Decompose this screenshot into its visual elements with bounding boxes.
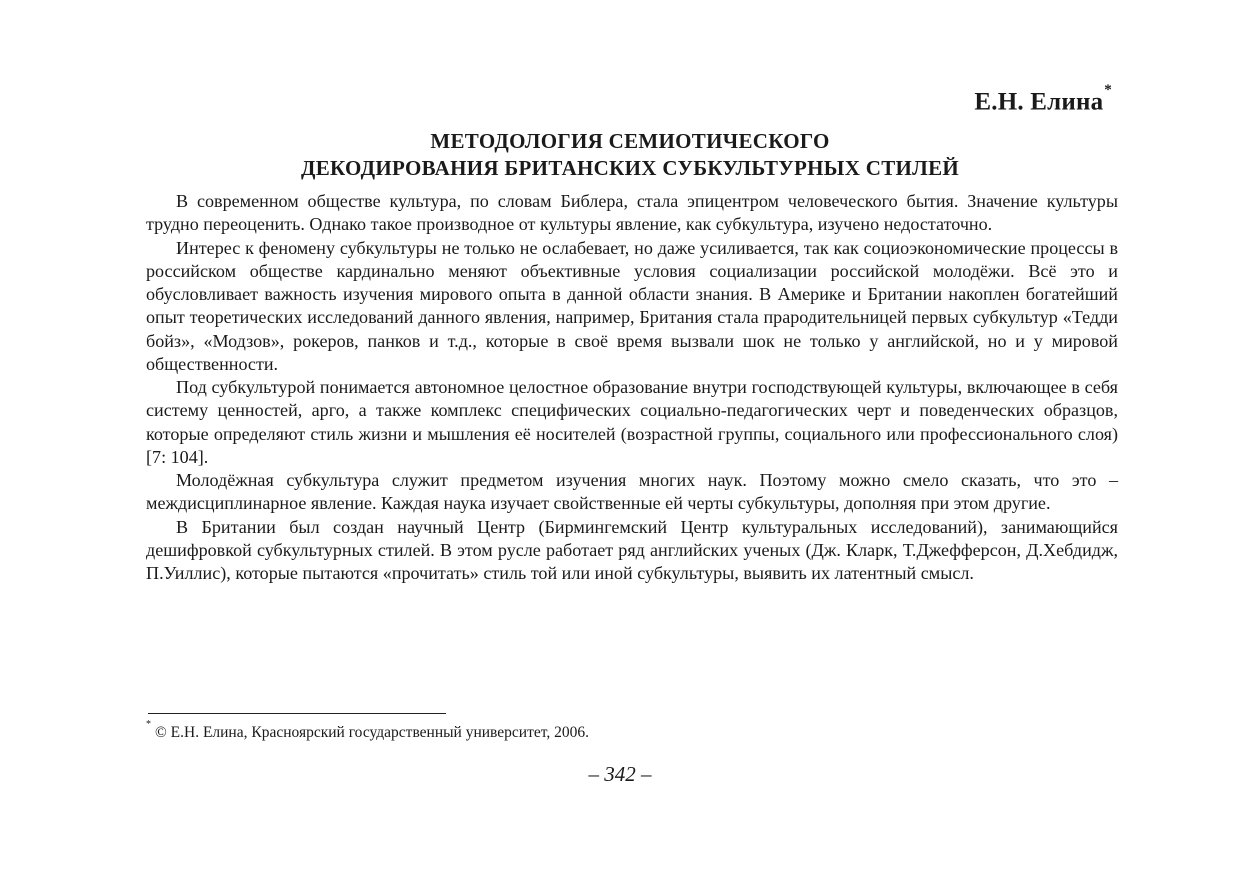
paragraph-2: Интерес к феномену субкультуры не только не ослабевает, но даже усиливается, так как социоэкономические процессы в российском обществе кардинально меняют объективные условия социализации российской молодёжи. Всё это и обусловливает важность изучения мирового опыта в данной области знания. В Америке и Британии накоплен богатейший опыт теоретических исследований данного явления, например, Британия стала прародительницей первых субкультур «Тедди бойз», «Модзов», рокеров, панков и т.д., которые в своё время вызвали шок не только у английской, но и у мировой общественности.	[146, 237, 1118, 374]
paragraph-3: Под субкультурой понимается автономное целостное образование внутри господствующей культуры, включающее в себя систему ценностей, арго, а также комплекс специфических социально-педагогических черт и поведенческих образцов, которые определяют стиль жизни и мышления её носителей (возрастной группы, социального или профессионального слоя) [7: 104].	[146, 377, 1118, 467]
footnote-text: © Е.Н. Елина, Красноярский государственный университет, 2006.	[155, 724, 589, 742]
article-title	[140, 128, 1120, 182]
article-body	[146, 190, 1118, 585]
footnote	[146, 719, 589, 742]
paragraph-5: В Британии был создан научный Центр (Бирмингемский Центр культуральных исследований), занимающийся дешифровкой субкультурных стилей. В этом русле работает ряд английских ученых (Дж. Кларк, Т.Джефферсон, Д.Хебдидж, П.Уиллис), которые пытаются «прочитать» стиль той или иной субкультуры, выявить их латентный смысл.	[146, 516, 1118, 583]
page-number: – 342 –	[588, 762, 652, 786]
author-name	[974, 82, 1112, 116]
title-line-2: ДЕКОДИРОВАНИЯ БРИТАНСКИХ СУБКУЛЬТУРНЫХ СТИЛЕЙ	[300, 156, 960, 180]
footnote-divider	[148, 713, 446, 714]
paragraph-4: Молодёжная субкультура служит предметом изучения многих наук. Поэтому можно смело сказать, что это – междисциплинарное явление. Каждая наука изучает свойственные ей черты субкультуры, дополняя при этом другие.	[146, 470, 1118, 514]
title-line-1: МЕТОДОЛОГИЯ СЕМИОТИЧЕСКОГО	[430, 129, 830, 153]
paragraph-1: В современном обществе культура, по словам Библера, стала эпицентром человеческого бытия. Значение культуры трудно переоценить. Однако такое производное от культуры явление, как субкультура, изучено недостаточно.	[146, 191, 1118, 235]
author-name-text: Е.Н. Елина	[974, 88, 1104, 116]
author-footnote-mark: *	[1104, 82, 1112, 98]
footnote-mark: *	[146, 719, 151, 730]
